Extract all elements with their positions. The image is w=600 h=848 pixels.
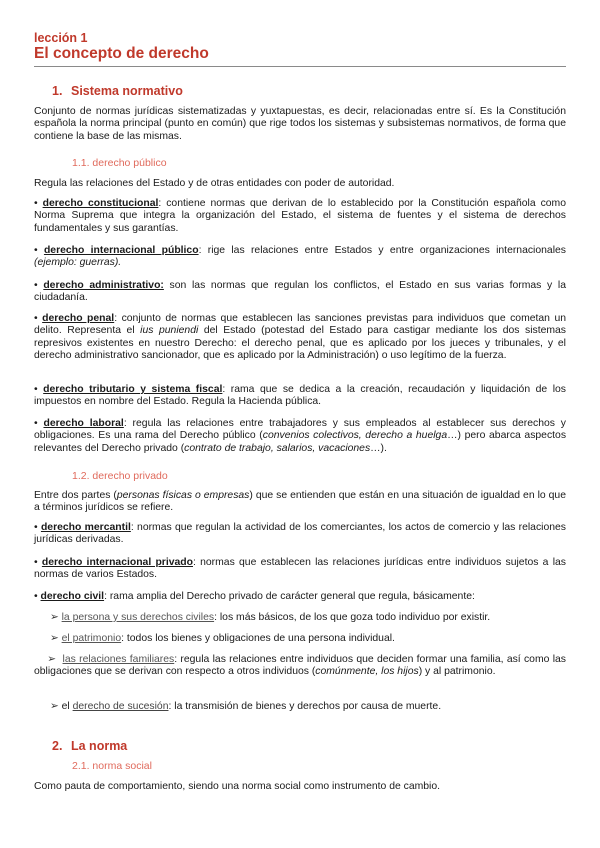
private-intro-a: Entre dos partes ( xyxy=(34,490,117,501)
term-tributario: derecho tributario y sistema fiscal xyxy=(43,384,223,395)
text-persona: : los más básicos, de los que goza todo individuo por existir. xyxy=(214,612,491,623)
list-item-tributario: • derecho tributario y sistema fiscal: rama que se dedica a la creación, recaudación y liquidación de los impuestos en nombre del Estado. Regula la Hacienda pública. xyxy=(34,384,566,408)
term-laboral: derecho laboral xyxy=(43,418,124,429)
term-internacional-publico: derecho internacional público xyxy=(43,245,199,256)
list-item-penal: • derecho penal: conjunto de normas que establecen las sanciones previstas para individuos que cometan un delito. Representa el ius puniendi del Estado (potestad del Estado para castigar mediante los dos sistemas represivos existentes en nuestro Derecho: el derecho penal, que es aplicado por los jueces y tribunales, y el derecho administrativo sancionador, que es aplicado por la Administración) o uso legítimo de la fuerza. xyxy=(34,313,566,362)
term-civil: derecho civil xyxy=(40,591,105,602)
private-intro-em: personas físicas o empresas xyxy=(116,490,250,501)
text-civil: : rama amplia del Derecho privado de carácter general que regula, básicamente: xyxy=(104,591,475,602)
arrow-icon: ➢ xyxy=(50,612,59,623)
example-laboral-2: contrato de trabajo, salarios, vacaciones xyxy=(184,442,371,454)
section-2-heading xyxy=(52,739,127,753)
section-1-title: Sistema normativo xyxy=(71,84,183,98)
term-constitucional: derecho constitucional xyxy=(42,198,159,209)
arrow-icon: ➢ xyxy=(50,701,59,712)
text-internacional-privado: : normas que establecen las relaciones jurídicas entre individuos sujetos a las normas de varios Estados. xyxy=(34,557,566,581)
term-sucesion: derecho de sucesión xyxy=(72,701,169,712)
civil-subitem-familia xyxy=(34,654,566,679)
term-administrativo: derecho administrativo: xyxy=(43,280,164,291)
text-laboral-b: …) pero abarca aspectos relevantes del Derecho privado ( xyxy=(34,430,567,454)
list-item-administrativo: • derecho administrativo: son las normas que regulan los conflictos, el Estado en sus varias formas y la ciudadanía. xyxy=(34,280,566,304)
text-familia-a: : regula las relaciones entre individuos que deciden formar una familia, así como las obligaciones que se derivan con respecto a otros individuos ( xyxy=(34,654,566,678)
private-intro xyxy=(34,490,566,515)
term-ius-puniendi: ius puniendi xyxy=(140,325,199,337)
section-1-number: 1. xyxy=(52,84,63,98)
section-2-title: La norma xyxy=(71,739,128,753)
lesson-header xyxy=(34,32,209,63)
text-laboral-c: …). xyxy=(370,442,387,454)
text-penal-a: : conjunto de normas que establecen las sanciones previstas para individuos que cometan un delito. Representa el xyxy=(34,313,566,337)
term-familia: las relaciones familiares xyxy=(62,654,175,665)
list-item-mercantil: • derecho mercantil: normas que regulan la actividad de los comerciantes, los actos de comercio y las relaciones jurídicas derivadas. xyxy=(34,522,567,546)
text-penal-b: del Estado (potestad del Estado para castigar mediante los dos sistemas represivos existentes en nuestro Derecho: el derecho penal, que es aplicado por los jueces y tribunales, y el derecho administrativo sancionador, que es aplicado por la Administración) o uso legítimo de la fuerza. xyxy=(34,325,566,362)
list-item-internacional-privado: • derecho internacional privado: normas que establecen las relaciones jurídicas entre individuos sujetos a las normas de varios Estados. xyxy=(34,557,566,581)
subsection-private-title: 1.2. derecho privado xyxy=(72,470,168,482)
text-internacional-publico: : rige las relaciones entre Estados y entre organizaciones internacionales xyxy=(198,245,566,256)
lesson-title: El concepto de derecho xyxy=(34,45,209,62)
term-mercantil: derecho mercantil xyxy=(40,522,131,533)
text-tributario: : rama que se dedica a la creación, recaudación y liquidación de los impuestos en nombre del Estado. Regula la Hacienda pública. xyxy=(34,384,566,408)
arrow-icon: ➢ xyxy=(50,633,59,644)
term-patrimonio: el patrimonio xyxy=(61,633,122,644)
norma-social-text: Como pauta de comportamiento, siendo una norma social como instrumento de cambio. xyxy=(34,781,441,792)
section-1-heading xyxy=(52,84,183,98)
text-mercantil: : normas que regulan la actividad de los comerciantes, los actos de comercio y las relaciones jurídicas derivadas. xyxy=(34,522,567,546)
private-intro-b: ) que se entienden que están en una situación de igualdad en lo que a términos jurídicos se refiere. xyxy=(34,490,566,514)
arrow-icon: ➢ xyxy=(47,654,56,665)
text-laboral-a: : regula las relaciones entre trabajadores y sus empleados al establecer sus derechos y obligaciones. Es una rama del Derecho público ( xyxy=(34,418,566,442)
civil-subitem-patrimonio xyxy=(50,633,566,645)
subsection-norma-social-title: 2.1. norma social xyxy=(72,760,152,772)
text-patrimonio: : todos los bienes y obligaciones de una persona individual. xyxy=(121,633,395,644)
list-item-civil: • derecho civil: rama amplia del Derecho privado de carácter general que regula, básicamente: xyxy=(34,591,475,602)
text-sucesion-pre: el xyxy=(58,701,73,712)
header-divider xyxy=(34,66,566,67)
example-familia: comúnmente, los hijos xyxy=(315,666,419,678)
term-persona: la persona y sus derechos civiles xyxy=(61,612,215,623)
term-internacional-privado: derecho internacional privado xyxy=(41,557,193,568)
text-administrativo: son las normas que regulan los conflictos, el Estado en sus varias formas y la ciudadanía. xyxy=(34,280,566,304)
example-laboral-1: convenios colectivos, derecho a huelga xyxy=(262,430,448,442)
list-item-laboral: • derecho laboral: regula las relaciones entre trabajadores y sus empleados al establecer sus derechos y obligaciones. Es una rama del Derecho público (convenios colectivos, derecho a huelga…) pero abarca aspectos relevantes del Derecho privado (contrato de trabajo, salarios, vacaciones…). xyxy=(34,418,567,454)
list-item-internacional-publico: • derecho internacional público: rige las relaciones entre Estados y entre organizaciones internacionales (ejemplo: guerras). xyxy=(34,245,566,269)
section-1-intro: Conjunto de normas jurídicas sistematizadas y yuxtapuestas, es decir, relacionadas entre sí. Es la Constitución española la norma principal (punto en común) que rige todos los sistemas y subsistemas normativos, de forma que contiene la base de las mismas. xyxy=(34,106,566,142)
lesson-number: lección 1 xyxy=(34,31,88,45)
civil-subitem-persona xyxy=(50,612,566,624)
section-2-number: 2. xyxy=(52,739,63,753)
subsection-public-title: 1.1. derecho público xyxy=(72,157,167,169)
list-item-constitucional: • derecho constitucional: contiene normas que derivan de lo establecido por la Constitución española como Norma Suprema que integra la organización del Estado, el sistema de fuentes y el sistema de derechos fundamentales y sus garantías. xyxy=(34,198,566,234)
text-familia-b: ) y al patrimonio. xyxy=(418,666,496,678)
example-internacional-publico: (ejemplo: guerras). xyxy=(34,257,122,269)
text-constitucional: : contiene normas que derivan de lo establecido por la Constitución española como Norma Suprema que integra la organización del Estado, el sistema de fuentes y el sistema de derechos fundamentales y sus garantías. xyxy=(34,198,566,234)
civil-subitem-sucesion xyxy=(50,701,566,713)
text-sucesion: : la transmisión de bienes y derechos por causa de muerte. xyxy=(168,701,442,712)
term-penal: derecho penal xyxy=(42,313,115,324)
public-intro: Regula las relaciones del Estado y de otras entidades con poder de autoridad. xyxy=(34,178,395,189)
